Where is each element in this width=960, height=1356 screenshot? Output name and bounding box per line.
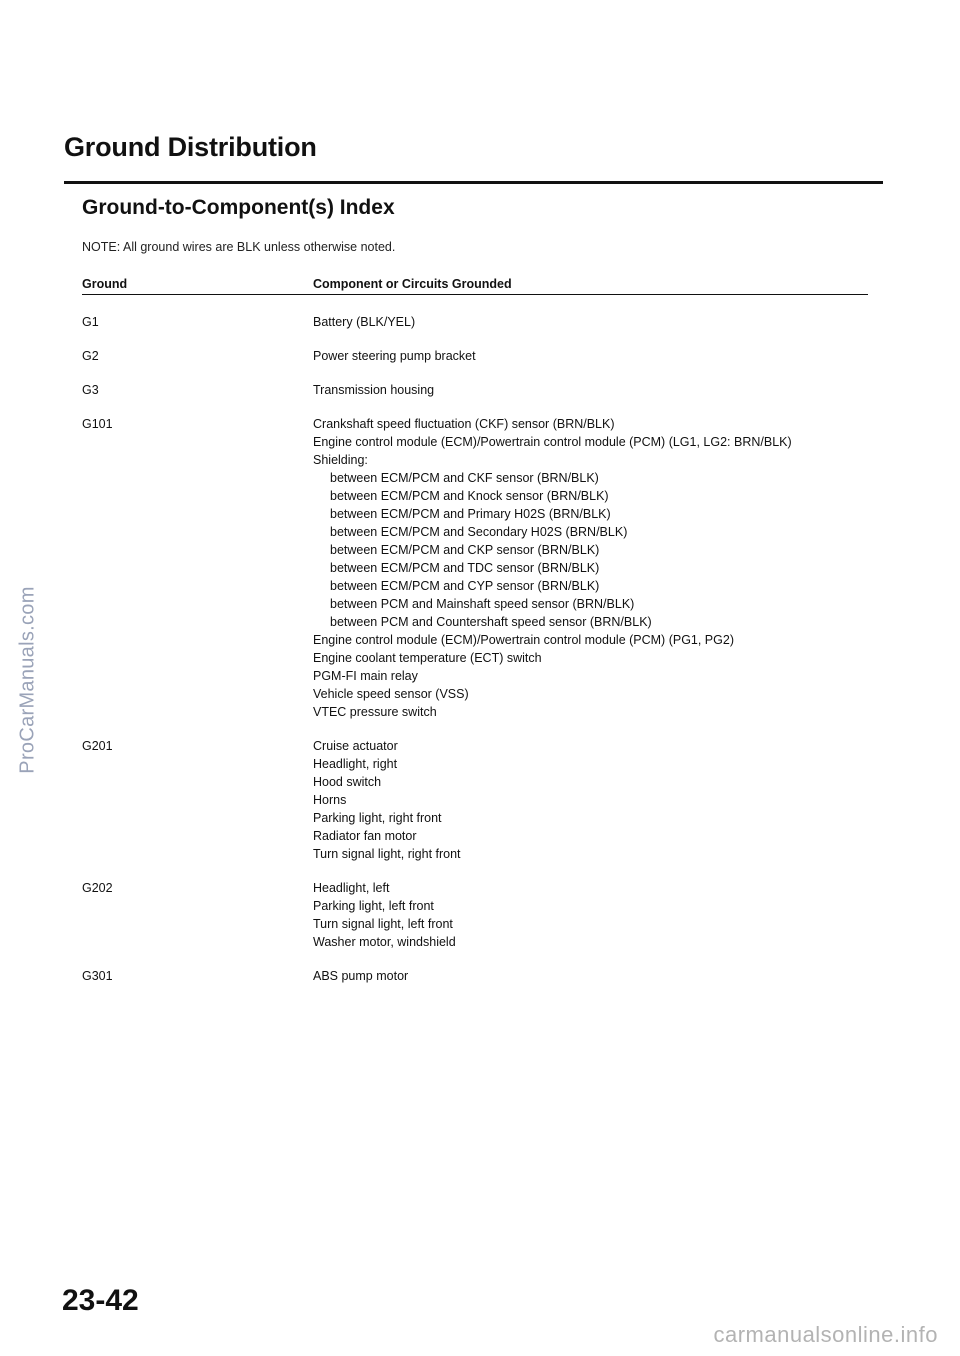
component-item: Headlight, left — [313, 881, 390, 895]
component-item: between ECM/PCM and CKP sensor (BRN/BLK) — [330, 543, 600, 557]
component-item: Hood switch — [313, 775, 382, 789]
ground-row — [82, 347, 872, 365]
ground-id: G3 — [82, 383, 99, 397]
component-item: Power steering pump bracket — [313, 349, 476, 363]
component-item: ABS pump motor — [313, 969, 409, 983]
component-list — [313, 313, 872, 331]
ground-row — [82, 313, 872, 331]
column-header-component: Component or Circuits Grounded — [313, 277, 512, 291]
ground-id: G2 — [82, 349, 99, 363]
component-item: Engine coolant temperature (ECT) switch — [313, 651, 542, 665]
page-title: Ground Distribution — [64, 132, 317, 162]
component-item: Vehicle speed sensor (VSS) — [313, 687, 469, 701]
component-item: Turn signal light, left front — [313, 917, 453, 931]
ground-id: G201 — [82, 739, 113, 753]
ground-id: G202 — [82, 881, 113, 895]
component-item: Washer motor, windshield — [313, 935, 456, 949]
component-item: Engine control module (ECM)/Powertrain control module (PCM) (PG1, PG2) — [313, 633, 734, 647]
component-list — [313, 381, 872, 399]
header-divider — [82, 294, 868, 295]
component-item: Engine control module (ECM)/Powertrain control module (PCM) (LG1, LG2: BRN/BLK) — [313, 435, 792, 449]
component-item: Battery (BLK/YEL) — [313, 315, 416, 329]
component-item: Shielding: — [313, 453, 368, 467]
ground-row — [82, 879, 872, 951]
ground-id: G301 — [82, 969, 113, 983]
bottom-watermark: carmanualsonline.info — [713, 1322, 938, 1347]
ground-row — [82, 967, 872, 985]
component-item: between ECM/PCM and CYP sensor (BRN/BLK) — [330, 579, 600, 593]
component-list — [313, 967, 872, 985]
component-item: between PCM and Countershaft speed sensor (BRN/BLK) — [330, 615, 652, 629]
component-item: between ECM/PCM and Primary H02S (BRN/BLK) — [330, 507, 611, 521]
title-divider — [64, 181, 883, 184]
component-item: Parking light, right front — [313, 811, 442, 825]
component-item: between PCM and Mainshaft speed sensor (BRN/BLK) — [330, 597, 635, 611]
note-text: NOTE: All ground wires are BLK unless otherwise noted. — [82, 240, 396, 254]
component-list — [313, 737, 872, 863]
component-item: Turn signal light, right front — [313, 847, 461, 861]
component-item: between ECM/PCM and TDC sensor (BRN/BLK) — [330, 561, 600, 575]
side-watermark: ProCarManuals.com — [16, 586, 39, 774]
component-item: Parking light, left front — [313, 899, 434, 913]
component-item: Headlight, right — [313, 757, 398, 771]
component-item: Radiator fan motor — [313, 829, 417, 843]
component-list — [313, 347, 872, 365]
ground-id: G101 — [82, 417, 113, 431]
ground-row — [82, 415, 872, 721]
section-subtitle: Ground-to-Component(s) Index — [82, 196, 395, 219]
ground-index-table — [82, 313, 872, 1001]
component-item: between ECM/PCM and Knock sensor (BRN/BLK) — [330, 489, 609, 503]
component-item: Horns — [313, 793, 347, 807]
component-list — [313, 879, 872, 951]
component-item: Crankshaft speed fluctuation (CKF) sensor (BRN/BLK) — [313, 417, 615, 431]
ground-row — [82, 737, 872, 863]
component-item: Cruise actuator — [313, 739, 398, 753]
component-item: VTEC pressure switch — [313, 705, 437, 719]
page-number: 23-42 — [62, 1284, 139, 1317]
component-list — [313, 415, 872, 721]
component-item: Transmission housing — [313, 383, 435, 397]
component-item: PGM-FI main relay — [313, 669, 418, 683]
component-item: between ECM/PCM and CKF sensor (BRN/BLK) — [330, 471, 599, 485]
component-item: between ECM/PCM and Secondary H02S (BRN/BLK) — [330, 525, 628, 539]
ground-id: G1 — [82, 315, 99, 329]
ground-row — [82, 381, 872, 399]
column-header-ground: Ground — [82, 277, 128, 291]
